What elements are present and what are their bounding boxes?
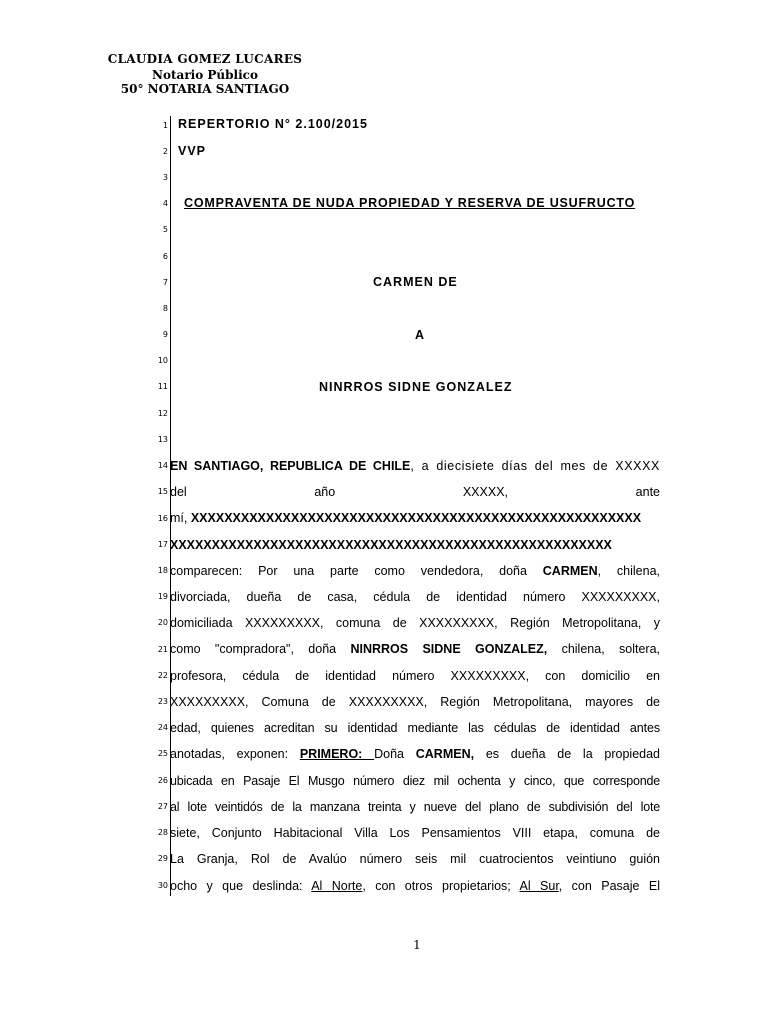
line-number: 17 (157, 540, 168, 549)
body-line-15: del año XXXXX, ante (170, 485, 660, 499)
line-number: 26 (157, 776, 168, 785)
to-label: A (415, 328, 426, 342)
body-line-22: profesora, cédula de identidad número XXXXXXXXX, con domicilio en (170, 669, 660, 683)
notary-name: CLAUDIA GOMEZ LUCARES (107, 52, 303, 66)
body-line-16: mí, XXXXXXXXXXXXXXXXXXXXXXXXXXXXXXXXXXXXXXXXXXXXXXXXXXXXXX (170, 511, 642, 525)
line-number: 3 (162, 173, 168, 182)
line-number: 12 (157, 409, 168, 418)
line-number: 21 (157, 645, 168, 654)
line-number: 25 (157, 749, 168, 758)
line-number: 16 (157, 514, 168, 523)
line-number: 2 (162, 147, 168, 156)
line-number: 13 (157, 435, 168, 444)
line-number: 20 (157, 618, 168, 627)
line-number: 23 (157, 697, 168, 706)
line-number: 8 (162, 304, 168, 313)
line-number: 9 (162, 330, 168, 339)
line-number: 15 (157, 487, 168, 496)
line-number: 14 (157, 461, 168, 470)
body-line-24: edad, quienes acreditan su identidad mediante las cédulas de identidad antes (170, 721, 660, 735)
body-line-27: al lote veintidós de la manzana treinta y nueve del plano de subdivisión del lote (170, 800, 660, 814)
line-number: 18 (157, 566, 168, 575)
line-number: 7 (162, 278, 168, 287)
body-line-19: divorciada, dueña de casa, cédula de identidad número XXXXXXXXX, (170, 590, 660, 604)
body-line-26: ubicada en Pasaje El Musgo número diez mil ochenta y cinco, que corresponde (170, 774, 660, 788)
line-number: 4 (162, 199, 168, 208)
notary-title: Notario Público (152, 68, 258, 82)
body-line-14: EN SANTIAGO, REPUBLICA DE CHILE, a diecisiete días del mes de XXXXX (170, 459, 660, 473)
line-number: 28 (157, 828, 168, 837)
body-line-20: domiciliada XXXXXXXXX, comuna de XXXXXXXXX, Región Metropolitana, y (170, 616, 660, 630)
body-line-17: XXXXXXXXXXXXXXXXXXXXXXXXXXXXXXXXXXXXXXXXXXXXXXXXXXXXX (170, 538, 612, 552)
line-number: 27 (157, 802, 168, 811)
line-number: 11 (157, 382, 168, 391)
line-number: 24 (157, 723, 168, 732)
line-number: 22 (157, 671, 168, 680)
body-line-18: comparecen: Por una parte como vendedora, doña CARMEN, chilena, (170, 564, 661, 578)
page-number: 1 (413, 938, 421, 952)
line-number: 30 (157, 881, 168, 890)
line-number: 1 (162, 121, 168, 130)
notary-office: 50° NOTARIA SANTIAGO (120, 82, 290, 96)
body-line-30: ocho y que deslinda: Al Norte, con otros propietarios; Al Sur, con Pasaje El (170, 879, 661, 893)
line-number: 5 (162, 225, 168, 234)
body-line-29: La Granja, Rol de Avalúo número seis mil cuatrocientos veintiuno guión (170, 852, 660, 866)
body-line-28: siete, Conjunto Habitacional Villa Los Pensamientos VIII etapa, comuna de (170, 826, 660, 840)
body-line-23: XXXXXXXXX, Comuna de XXXXXXXXX, Región Metropolitana, mayores de (170, 695, 660, 709)
act-title: COMPRAVENTA DE NUDA PROPIEDAD Y RESERVA DE USUFRUCTO (184, 196, 636, 210)
seller-name: CARMEN DE (373, 275, 458, 289)
line-number: 19 (157, 592, 168, 601)
body-line-21: como "compradora", doña NINRROS SIDNE GONZALEZ, chilena, soltera, (170, 642, 661, 656)
initials: VVP (178, 144, 207, 158)
repertorio-number: REPERTORIO N° 2.100/2015 (178, 117, 368, 131)
line-number: 29 (157, 854, 168, 863)
line-number: 10 (157, 356, 168, 365)
buyer-name: NINRROS SIDNE GONZALEZ (319, 380, 513, 394)
body-line-25: anotadas, exponen: PRIMERO: Doña CARMEN, es dueña de la propiedad (170, 747, 661, 761)
line-number: 6 (162, 252, 168, 261)
